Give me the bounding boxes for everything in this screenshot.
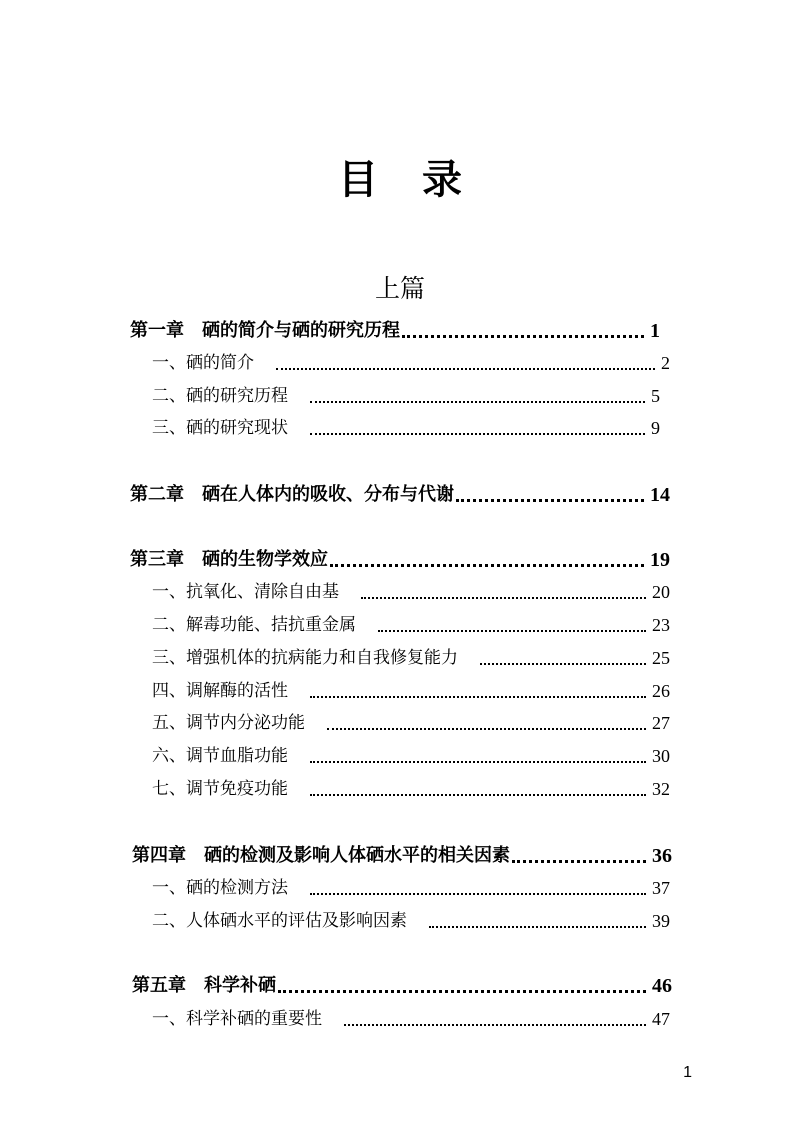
entry-page: 27 [652,713,670,733]
leader-dots [310,684,646,698]
toc-chapter-3[interactable] [0,543,800,573]
entry-page: 39 [652,911,670,931]
leader-dots [310,881,646,895]
page-number: 1 [683,1064,692,1081]
entry-page: 26 [652,681,670,701]
chapter-title: 第五章 科学补硒 [132,975,276,996]
chapter-page: 19 [650,549,670,571]
toc-entry[interactable] [0,379,800,409]
entry-title: 五、调节内分泌功能 [152,713,305,733]
toc-entry[interactable] [0,1002,800,1032]
entry-title: 二、解毒功能、拮抗重金属 [152,615,356,635]
entry-page: 20 [652,582,670,602]
entry-title: 六、调节血脂功能 [152,746,288,766]
leader-dots [310,782,646,796]
toc-entry[interactable] [0,411,800,441]
entry-title: 一、硒的简介 [152,353,254,373]
toc-entry[interactable] [0,904,800,934]
chapter-title: 第四章 硒的检测及影响人体硒水平的相关因素 [132,845,510,866]
leader-dots [429,914,646,928]
toc-entry[interactable] [0,575,800,605]
chapter-page: 36 [652,845,672,867]
leader-dots [278,978,646,993]
chapter-title: 第一章 硒的简介与硒的研究历程 [130,320,400,341]
entry-title: 四、调解酶的活性 [152,681,288,701]
entry-page: 9 [651,418,660,438]
entry-title: 七、调节免疫功能 [152,779,288,799]
leader-dots [378,618,646,632]
toc-entry[interactable] [0,739,800,769]
toc-chapter-5[interactable] [0,969,800,999]
leader-dots [361,585,646,599]
leader-dots [344,1012,646,1026]
leader-dots [330,552,644,567]
toc-entry[interactable] [0,608,800,638]
leader-dots [310,749,646,763]
entry-page: 2 [661,353,670,373]
entry-page: 30 [652,746,670,766]
entry-title: 三、硒的研究现状 [152,418,288,438]
toc-entry[interactable] [0,706,800,736]
toc-entry[interactable] [0,346,800,376]
toc-entry[interactable] [0,772,800,802]
leader-dots [276,356,655,370]
leader-dots [327,716,646,730]
chapter-title: 第二章 硒在人体内的吸收、分布与代谢 [130,484,454,505]
entry-page: 47 [652,1009,670,1029]
chapter-title: 第三章 硒的生物学效应 [130,549,328,570]
chapter-page: 1 [650,320,660,342]
entry-page: 37 [652,878,670,898]
toc-entry[interactable] [0,674,800,704]
toc-chapter-4[interactable] [0,839,800,869]
entry-page: 5 [651,386,660,406]
entry-title: 三、增强机体的抗病能力和自我修复能力 [152,648,458,668]
toc-chapter-2[interactable] [0,478,800,508]
leader-dots [310,389,645,403]
leader-dots [456,487,644,502]
entry-title: 一、科学补硒的重要性 [152,1009,322,1029]
section-title: 上篇 [374,274,425,303]
entry-page: 25 [652,648,670,668]
toc-chapter-1[interactable] [0,314,800,344]
entry-page: 32 [652,779,670,799]
entry-title: 一、硒的检测方法 [152,878,288,898]
entry-title: 二、人体硒水平的评估及影响因素 [152,911,407,931]
chapter-page: 14 [650,484,670,506]
toc-entry[interactable] [0,871,800,901]
entry-title: 二、硒的研究历程 [152,386,288,406]
page-title: 目录 [338,157,506,203]
leader-dots [480,651,646,665]
entry-title: 一、抗氧化、清除自由基 [152,582,339,602]
leader-dots [512,848,646,863]
chapter-page: 46 [652,975,672,997]
toc-entry[interactable] [0,641,800,671]
leader-dots [402,323,644,338]
leader-dots [310,421,645,435]
entry-page: 23 [652,615,670,635]
